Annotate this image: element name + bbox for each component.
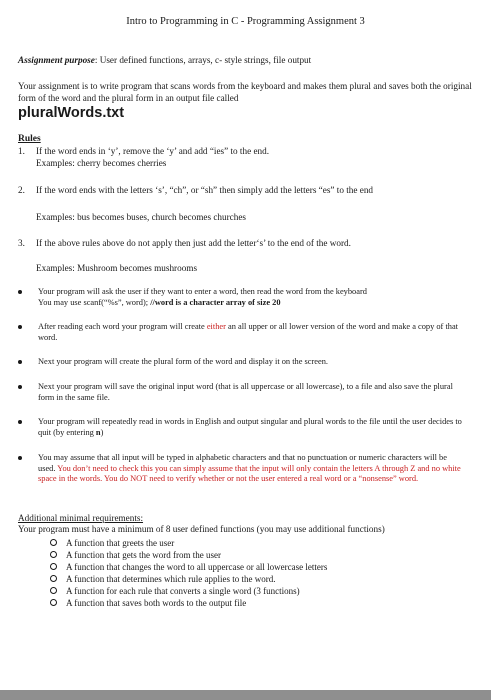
function-text: A function that gets the word from the user bbox=[66, 550, 221, 560]
bullet-item bbox=[18, 357, 478, 371]
function-text: A function that greets the user bbox=[66, 538, 175, 548]
circle-bullet-icon bbox=[50, 551, 57, 558]
assignment-purpose bbox=[18, 54, 478, 66]
bullet-text: ) bbox=[100, 427, 104, 437]
rule-example: Examples: bus becomes buses, church becomes churches bbox=[36, 212, 246, 222]
bullet-dot bbox=[18, 385, 22, 389]
rule-item bbox=[18, 184, 478, 224]
additional-heading: Additional minimal requirements: bbox=[18, 513, 144, 523]
bullet-item bbox=[18, 453, 478, 501]
page-header: Intro to Programming in C - Programming Assignment 3 bbox=[126, 16, 365, 27]
bullet-highlight: You don’t need to check this you can simply assume that the input will only contain the letters A through Z and no white space in the words. You do NOT need to verify whether or not the user entered a real word or a “nonsense” word. bbox=[38, 463, 461, 483]
function-item bbox=[50, 549, 470, 561]
rule-text: If the word ends in ‘y’, remove the ‘y’ and add “ies” to the end. bbox=[36, 146, 270, 156]
bullet-highlight: either bbox=[206, 322, 226, 331]
output-filename: pluralWords.txt bbox=[18, 105, 125, 121]
bullet-text: You may assume that all input will be typed in alphabetic characters and that no punctuation or numeric characters will be used. bbox=[38, 453, 447, 473]
bullet-dot bbox=[18, 325, 22, 329]
bullet-text: an all upper or all lower version of the word and make a copy of that word. bbox=[38, 322, 459, 342]
function-item bbox=[50, 597, 470, 609]
additional-intro: Your program must have a minimum of 8 user defined functions (you may use additional functions) bbox=[18, 524, 385, 534]
purpose-text: : User defined functions, arrays, c- style strings, file output bbox=[94, 55, 312, 65]
rule-number: 3. bbox=[18, 238, 25, 248]
circle-bullet-icon bbox=[50, 563, 57, 570]
circle-bullet-icon bbox=[50, 539, 57, 546]
function-text: A function for each rule that converts a single word (3 functions) bbox=[66, 586, 300, 596]
rule-example: Examples: Mushroom becomes mushrooms bbox=[36, 263, 198, 273]
function-item bbox=[50, 585, 470, 597]
page-bottom-divider bbox=[0, 690, 491, 700]
function-text: A function that determines which rule applies to the word. bbox=[66, 574, 276, 584]
rule-example: Examples: cherry becomes cherries bbox=[36, 158, 167, 168]
bullet-text: Your program will ask the user if they want to enter a word, then read the word from the keyboard bbox=[38, 287, 367, 296]
bullet-item bbox=[18, 322, 478, 346]
rules-heading: Rules bbox=[18, 134, 41, 144]
circle-bullet-icon bbox=[50, 587, 57, 594]
rule-item bbox=[18, 237, 478, 277]
function-text: A function that changes the word to all uppercase or all lowercase letters bbox=[66, 562, 328, 572]
bullet-dot bbox=[18, 290, 22, 294]
function-item bbox=[50, 573, 470, 585]
function-item bbox=[50, 537, 470, 549]
function-item bbox=[50, 561, 470, 573]
bullet-text: Your program will repeatedly read in words in English and output singular and plural words to the file until the user decides to quit (by entering bbox=[38, 417, 462, 437]
function-text: A function that saves both words to the output file bbox=[66, 598, 247, 608]
purpose-label: Assignment purpose bbox=[18, 55, 95, 65]
bullet-text: You may use scanf(“%s”, word); bbox=[38, 297, 151, 307]
circle-bullet-icon bbox=[50, 575, 57, 582]
rule-text: If the above rules above do not apply then just add the letter‘s’ to the end of the word. bbox=[36, 238, 351, 248]
rule-text: If the word ends with the letters ‘s’, “ch”, or “sh” then simply add the letters “es” to the end bbox=[36, 185, 374, 195]
intro-paragraph: Your assignment is to write program that scans words from the keyboard and makes them plural and saves both the original form of the word and the plural form in an output file called bbox=[18, 81, 472, 103]
circle-bullet-icon bbox=[50, 599, 57, 606]
bullet-emphasis: n bbox=[95, 427, 101, 437]
rule-item bbox=[18, 145, 478, 175]
bullet-dot bbox=[18, 420, 22, 424]
bullet-item bbox=[18, 382, 478, 406]
rule-number: 2. bbox=[18, 185, 25, 195]
bullet-text: Next your program will save the original input word (that is all uppercase or all lowercase), to a file and also save the plural form in the same file. bbox=[38, 382, 453, 402]
bullet-text: After reading each word your program will create bbox=[38, 322, 207, 331]
bullet-text: Next your program will create the plural form of the word and display it on the screen. bbox=[38, 357, 329, 366]
bullet-emphasis: //word is a character array of size 20 bbox=[150, 297, 281, 307]
bullet-item bbox=[18, 287, 478, 311]
bullet-item bbox=[18, 417, 478, 441]
bullet-dot bbox=[18, 456, 22, 460]
bullet-dot bbox=[18, 360, 22, 364]
rule-number: 1. bbox=[18, 146, 25, 156]
